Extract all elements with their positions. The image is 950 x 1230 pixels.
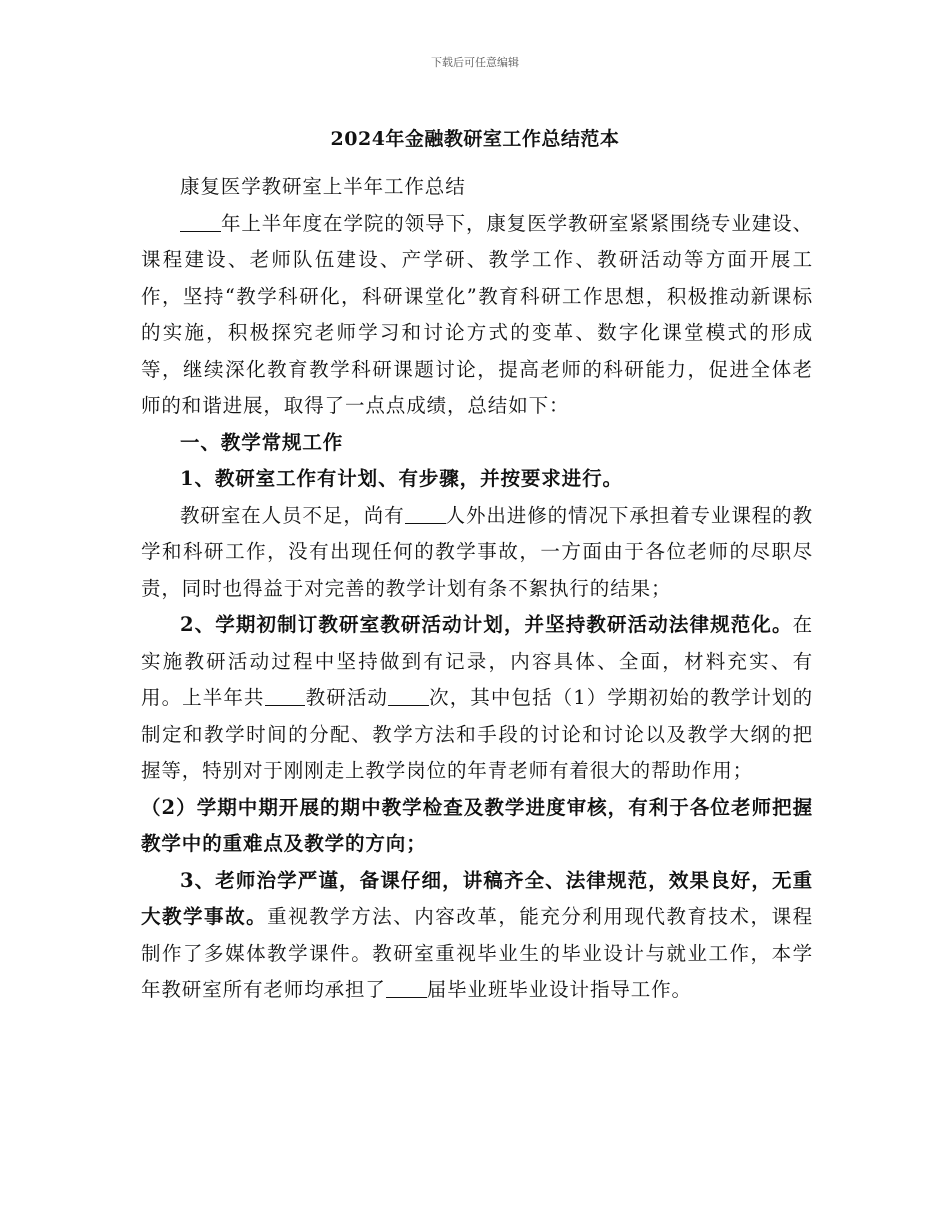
item3-heading: 3、老师治学严谨，备课仔细，讲稿齐全、法律规范，效果良好，无重大教学事故。 [141, 868, 813, 928]
intro-text: 年上半年度在学院的领导下，康复医学教研室紧紧围绕专业建设、课程建设、老师队伍建设、产学研、教学工作、教研活动等方面开展工作，坚持“教学科研化，科研课堂化”教育科研工作思想，积极推动新课标的实施，积极探究老师学习和讨论方式的变革、数字化课堂模式的形成等，继续深化教育教学科研课题讨论，提高老师的科研能力，促进全体老师的和谐进展，取得了一点点成绩，总结如下： [141, 211, 813, 417]
item1-text-a: 教研室在人员不足，尚有 [180, 503, 405, 527]
fill-blank [180, 211, 221, 232]
item2-sub-paragraph: （2）学期中期开展的期中教学检查及教学进度审核，有利于各位老师把握教学中的重难点及教学的方向； [141, 795, 813, 855]
item3-text-a: 重视教学方法、内容改革，能充分利用现代教育技术，课程制作了多媒体教学课件。教研室重视毕业生的毕业设计与就业工作，本学年教研室所有老师均承担了 [141, 905, 813, 1001]
item2-text-a: 在实施教研活动过程中坚持做到有记录，内容具体、全面，材料充实、有用。上半年共 [141, 613, 813, 709]
item1-text-b: 人外出进修的情况下承担着专业课程的教学和科研工作，没有出现任何的教学事故，一方面由于各位老师的尽职尽责，同时也得益于对完善的教学计划有条不絮执行的结果； [141, 503, 813, 600]
intro-paragraph [141, 206, 813, 425]
document-title: 2024年金融教研室工作总结范本 [330, 128, 620, 150]
item2-heading: 2、学期初制订教研室教研活动计划，并坚持教研活动法律规范化。 [180, 613, 793, 636]
fill-blank [388, 686, 429, 707]
document-body [141, 169, 813, 1009]
fill-blank [405, 503, 446, 524]
item1-heading: 1、教研室工作有计划、有步骤，并按要求进行。 [180, 467, 623, 490]
item1-paragraph [141, 498, 813, 608]
item2-text-c: 次，其中包括（1）学期初始的教学计划的制定和教学时间的分配、教学方法和手段的讨论和讨论以及教学大纲的把握等，特别对于刚刚走上教学岗位的年青老师有着很大的帮助作用； [141, 686, 814, 782]
fill-blank [265, 686, 306, 707]
item3-paragraph [141, 863, 813, 1009]
document-subtitle: 康复医学教研室上半年工作总结 [180, 175, 466, 198]
section-heading: 一、教学常规工作 [180, 430, 344, 454]
item3-text-b: 届毕业班毕业设计指导工作。 [426, 978, 692, 1001]
item2-text-b: 教研活动 [305, 686, 389, 709]
fill-blank [386, 978, 427, 999]
item2-paragraph [141, 607, 813, 790]
header-note: 下载后可任意编辑 [431, 56, 519, 69]
